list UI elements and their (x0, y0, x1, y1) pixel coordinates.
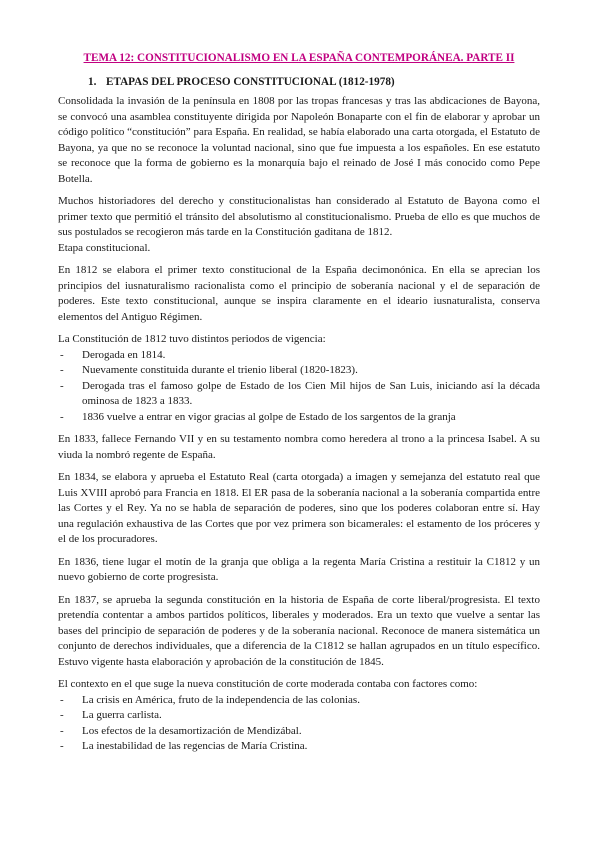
list-item-text: 1836 vuelve a entrar en vigor gracias al golpe de Estado de los sargentos de la granja (82, 410, 456, 423)
bullet: - (60, 740, 64, 752)
section-heading-text: ETAPAS DEL PROCESO CONSTITUCIONAL (1812-1978) (106, 75, 395, 88)
paragraph-1837: En 1837, se aprueba la segunda constitución en la historia de España de corte liberal/progresista. El texto pretendía contentar a ambos partidos políticos, liberales y moderados. Era un texto que vuelve a sentar las bases del principio de separación de poderes y de la soberanía nacional. Reconoce de manera sistemática un conjunto de derechos individuales, que a diferencia de la C1812 se hallan agrupados en un título específico. Estuvo vigente hasta elaboración y aprobación de la constitución de 1845. (58, 593, 540, 668)
bullet: - (60, 724, 64, 737)
bullet: - (60, 364, 64, 376)
section-number: 1. (88, 75, 97, 88)
paragraph-bayona: Consolidada la invasión de la península en 1808 por las tropas francesas y tras las abdicaciones de Bayona, se convocó una asamblea constituyente dirigida por Napoleón Bonaparte con el fin de elaborar y aprobar un código político “constitución” para España. En realidad, se había elaborado una carta otorgada, el Estatuto de Bayona, ya que no se reconoce la voluntad nacional, sino que fue impuesta a los españoles. En ese estatuto se reconoce que la forma de gobierno es la monarquía bajo el reinado de José I más conocido como Pepe Botella. (58, 95, 540, 185)
paragraph-contexto: El contexto en el que suge la nueva constitución de corte moderada contaba con factores como: (58, 678, 478, 690)
list-item-text: La guerra carlista. (82, 709, 162, 721)
paragraph-vigencia: La Constitución de 1812 tuvo distintos periodos de vigencia: (58, 333, 326, 345)
bullet: - (60, 379, 64, 392)
bullet: - (60, 709, 64, 721)
list-item-text: Nuevamente constituida durante el trienio liberal (1820-1823). (82, 364, 358, 376)
paragraph-1812: En 1812 se elabora el primer texto constitucional de la España decimonónica. En ella se aprecian los principios del iusnaturalismo racionalista como el principio de soberanía nacional y el de separación de poderes. Este texto constitucional, aunque se inspira claramente en el ideario iusnaturalista, conserva elementos del Antiguo Régimen. (58, 264, 540, 323)
document-title: TEMA 12: CONSTITUCIONALISMO EN LA ESPAÑA CONTEMPORÁNEA. PARTE II (83, 52, 515, 64)
list-item-text: Derogada tras el famoso golpe de Estado de los Cien Mil hijos de San Luis, iniciando así la década ominosa de 1823 a 1833. (82, 379, 540, 407)
list-item-text: Derogada en 1814. (82, 348, 166, 361)
list-item-text: La crisis en América, fruto de la independencia de las colonias. (82, 693, 360, 706)
bullet: - (60, 348, 64, 361)
list-item-text: La inestabilidad de las regencias de María Cristina. (82, 740, 308, 752)
contexto-list (58, 693, 540, 755)
paragraph-etapa: Etapa constitucional. (58, 241, 151, 254)
list-item (58, 379, 540, 410)
list-item (58, 693, 540, 709)
list-item (58, 348, 540, 364)
list-item (58, 410, 540, 426)
list-item (58, 739, 540, 755)
paragraph-historiadores: Muchos historiadores del derecho y constitucionalistas han considerado al Estatuto de Bayona como el primer texto que permitió el tránsito del absolutismo al constitucionalismo. Prueba de ello es que muchos de sus postulados se recogieron más tarde en la Constitución gaditana de 1812. (58, 195, 540, 238)
bullet: - (60, 693, 64, 706)
list-item (58, 724, 540, 740)
paragraph-1833: En 1833, fallece Fernando VII y en su testamento nombra como heredera al trono a la princesa Isabel. A su viuda la nombró regente de España. (58, 433, 540, 461)
vigencia-list (58, 348, 540, 426)
paragraph-1836: En 1836, tiene lugar el motín de la granja que obliga a la regenta María Cristina a restituir la C1812 y un nuevo gobierno de corte progresista. (58, 555, 540, 583)
list-item-text: Los efectos de la desamortización de Mendizábal. (82, 724, 302, 737)
list-item (58, 363, 540, 379)
section-heading (58, 75, 540, 91)
list-item (58, 708, 540, 724)
paragraph-1834: En 1834, se elabora y aprueba el Estatuto Real (carta otorgada) a imagen y semejanza del estatuto real que Luis XVIII aprobó para Francia en 1818. El ER pasa de la soberanía nacional a la soberanía compartida entre las Cortes y el Rey. Ya no se habla de separación de poderes, sino que los poderes colaboran entre sí. Hay una regulación exhaustiva de las Cortes que por vez primera son bicamerales: el estamento de los próceres y el de los procuradores. (58, 471, 540, 545)
bullet: - (60, 410, 64, 423)
